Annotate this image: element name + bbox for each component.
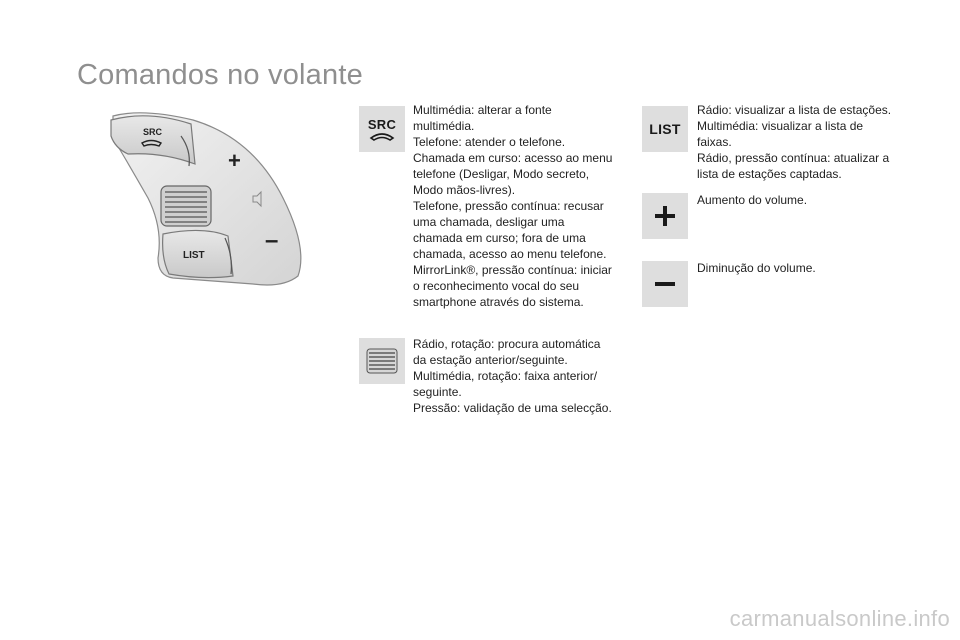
minus-zone-label: – bbox=[265, 227, 279, 254]
src-icon-label: SRC bbox=[367, 116, 397, 132]
plus-icon bbox=[654, 205, 676, 227]
list-icon-box bbox=[642, 106, 688, 152]
wheel-icon-box bbox=[359, 338, 405, 384]
steering-controls-illustration bbox=[103, 108, 313, 293]
volume-down-description: Diminução do volume. bbox=[697, 261, 816, 275]
phone-handset-icon bbox=[369, 131, 395, 141]
list-button-label: LIST bbox=[183, 250, 205, 261]
plus-icon-box bbox=[642, 193, 688, 239]
plus-zone-label: + bbox=[228, 148, 241, 173]
list-icon-label: LIST bbox=[649, 121, 681, 137]
list-description: Rádio: visualizar a lista de estações. Multimédia: visualizar a lista de faixas. Rádio, pressão contínua: atualizar a lista de estações captadas. bbox=[697, 103, 892, 181]
minus-icon-box bbox=[642, 261, 688, 307]
watermark: carmanualsonline.info bbox=[729, 606, 950, 631]
volume-up-description: Aumento do volume. bbox=[697, 193, 808, 207]
minus-icon bbox=[654, 281, 676, 287]
wheel-description: Rádio, rotação: procura automática da estação anterior/seguinte. Multimédia, rotação: faixa anterior/ seguinte. Pressão: validação de uma selecção. bbox=[413, 337, 612, 415]
src-icon-box bbox=[359, 106, 405, 152]
src-description: Multimédia: alterar a fonte multimédia. Telefone: atender o telefone. Chamada em curso: acesso ao menu telefone (Desligar, Modo secreto, Modo mãos-livres). Telefone, pressão contínua: recusar uma chamada, desligar uma chamada em curso; fora de uma chamada, acesso ao menu telefone. MirrorLink®, pressão contínua: iniciar o reconhecimento vocal do seu smartphone através do sistema. bbox=[413, 103, 613, 309]
thumbwheel-icon bbox=[366, 348, 398, 374]
src-button-label: SRC bbox=[143, 127, 163, 137]
page-title: Comandos no volante bbox=[77, 59, 363, 91]
